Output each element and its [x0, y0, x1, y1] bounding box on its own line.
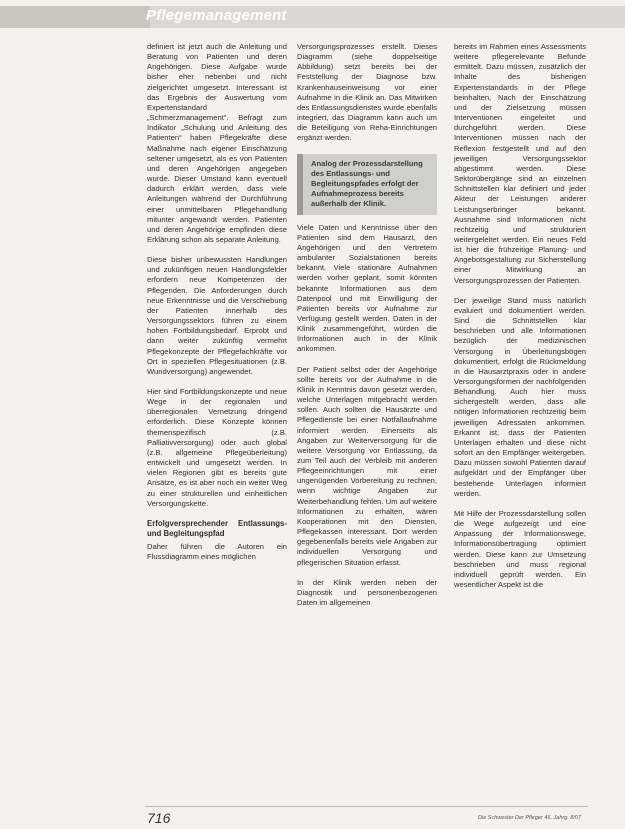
text-column-2	[297, 42, 437, 618]
paragraph: Versorgungsprozesses erstellt. Dieses Diagramm (siehe doppelseitige Abbildung) setzt bereits bei der Feststellung der Diagnose bzw. Krankenhauseinweisung vor einer Aufnahme in die Klinik an. Das Mitwirken des Entlassungsdienstes wurde ebenfalls integriert, das Diagramm kann auch um die Beteiligung von Reha-Einrichtungen ergänzt werden.	[297, 42, 437, 143]
section-title: Pflegemanagement	[146, 7, 287, 24]
text-column-3	[454, 42, 586, 600]
footer-divider	[145, 806, 588, 807]
paragraph: Mit Hilfe der Prozessdarstellung sollen die Wege aufgezeigt und eine Anpassung der Informationswege, Informationsübertragung optimiert werden. Diese kann zur Umsetzung beschrieben und muss regional individuell geprüft werden. Ein wesentlicher Aspekt ist die	[454, 508, 586, 589]
header-band	[0, 0, 625, 32]
subheading: Erfolgversprechender Entlassungs- und Begleitungspfad	[147, 518, 287, 539]
paragraph: Viele Daten und Kenntnisse über den Patienten sind dem Hausarzt, den Angehörigen und den Vertretern ambulanter Sozialstationen bereits bekannt. Viele stationäre Aufnahmen werden vorher geplant, somit könnten bekannte Informationen aus dem Datenpool und mit Einwilligung der Patienten bereits vor Aufnahme zur Verfügung gestellt werden. Daten in der Klinik zusammengeführt, würden die Informationen auch in der Klinik ankommen.	[297, 222, 437, 354]
paragraph: Der Patient selbst oder der Angehörige sollte bereits vor der Aufnahme in die Klinik in Kenntnis davon gesetzt werden, welche Unterlagen mitgebracht werden sollen. Auch sollten die Hausärzte und Pflegedienste bei einer Notfallaufnahme informiert werden. Einerseits als Angaben zur Weiterversorgung für die weitere Versorgung vor Entlassung, da zum Teil auch der Verbleib mit anderen Pflegeeinrichtungen mit einer ungenügenden Vorbereitung zu rechnen, wenn wichtige Angaben zur Weiterbehandlung fehlen. Um auf weitere Informationen zu erhalten, wären Kooperationen mit den Diensten, Pflegekassen interessant. Dort werden gegebenenfalls bereits viele Angaben zur individuellen Versorgung und pflegerischen Situation erfasst.	[297, 364, 437, 567]
paragraph: definiert ist jetzt auch die Anleitung und Beratung von Patienten und deren Angehörigen. Diese Aufgabe wurde bisher eher nebenbei und nicht zielgerichtet umgesetzt. Interessant ist das Ergebnis der Auswertung vom Expertenstandard „Schmerzmanagement“. Befragt zum Indikator „Schulung und Anleitung des Patienten“ haben Pflegekräfte diese Maßnahme nach eigener Einschätzung seltener umgesetzt, als es von Patienten und deren Angehörigen angegeben wurde. Dieser Umstand kann eventuell dadurch erklärt werden, dass viele Anleitungen während der Durchführung einer unmittelbaren Pflegehandlung mitunter angewandt werden. Patienten und deren Angehörige empfinden diese Erklärung schon als separate Anleitung.	[147, 42, 287, 244]
paragraph: Der jeweilige Stand muss natürlich evaluiert und dokumentiert werden. Sind die Schnittstellen klar beschrieben und alle Informationen bezüglich der medizinischen Versorgung in Überleitungsbögen dokumentiert, erfolgt die Rückmeldung in die Hausarztpraxis oder in andere Versorgungsformen der nachfolgenden Behandlung. Auch hier muss sichergestellt werden, dass alle nötigen Informationen rechtzeitig beim jeweiligen Adressaten ankommen. Erkannt ist, dass der Patienten Unterlagen erhalten und diese nicht sofort an den Empfänger weitergeben. Dazu müssen sowohl Patienten darauf aufgeklärt und der Empfänger über bestehende Unterlagen informiert werden.	[454, 295, 586, 498]
text-column-1	[147, 42, 287, 572]
paragraph: Diese bisher unbewussten Handlungen und zukünftigen neuen Handlungsfelder erfordern neue Kompetenzen der Pflegenden. Die Anforderungen durch neue Erkenntnisse und die Verschiebung der Patienten innerhalb des Versorgungssektors führen zu einem hohen Fortbildungsbedarf. Erprobt und dann weiter zukünftig vermehrt Pflegekonzepte der Pflegefachkräfte vor Ort in speziellen Pflegesituationen (z.B. Wundversorgung) angewendet.	[147, 255, 287, 376]
paragraph: Daher führen die Autoren ein Flussdiagramm eines möglichen	[147, 541, 287, 561]
page-number: 716	[147, 810, 171, 826]
header-accent-block	[0, 6, 150, 28]
pull-quote: Analog der Prozessdarstellung des Entlassungs- und Begleitungspfades erfolgt der Aufnahmeprozess bereits außerhalb der Klinik.	[297, 154, 437, 215]
paragraph: In der Klinik werden neben der Diagnostik und personenbezogenen Daten im allgemeinen	[297, 577, 437, 608]
publication-footer: Die Schwester Der Pfleger 46. Jahrg. 8/07	[478, 815, 582, 821]
paragraph: bereits im Rahmen eines Assessments weitere pflegerelevante Befunde ermittelt. Dazu müssen, zusätzlich der Inhalte des bisherigen Expertenstandards in der Pflege beinhalten, Nach der Einschätzung und der Zielsetzung müssen Interventionen eingeleitet und durchgeführt werden. Diese Interventionen müssen nach der Reflexion festgestellt und auf den jeweiligen Versorgungssektor abgestimmt werden. Diese Sektorübergänge sind an einzelnen Schnittstellen klar definiert und jeder Akteur der Leistungen anderer Leistungserbringer bekannt. Ausnahme sind Informationen nicht rechtzeitig und strukturiert weitergeleitet werden. Ein neues Feld ist hier die frühzeitige Planung- und Angebotsgestaltung zur Sicherstellung einer Mitwirkung an Versorgungsprozessen der Patienten.	[454, 42, 586, 285]
paragraph: Hier sind Fortbildungskonzepte und neue Wege in der regionalen und überregionalen Vernetzung dringend erforderlich. Diese Konzepte können themenspezifisch (z.B. Palliativversorgung) oder auch global (z.B. allgemeine Pflegeüberleitung) entwickelt und umgesetzt werden. In vielen Regionen gibt es bereits gute Ansätze, es ist aber noch ein weiter Weg zu einer strukturellen und einheitlichen Versorgungskette.	[147, 387, 287, 508]
